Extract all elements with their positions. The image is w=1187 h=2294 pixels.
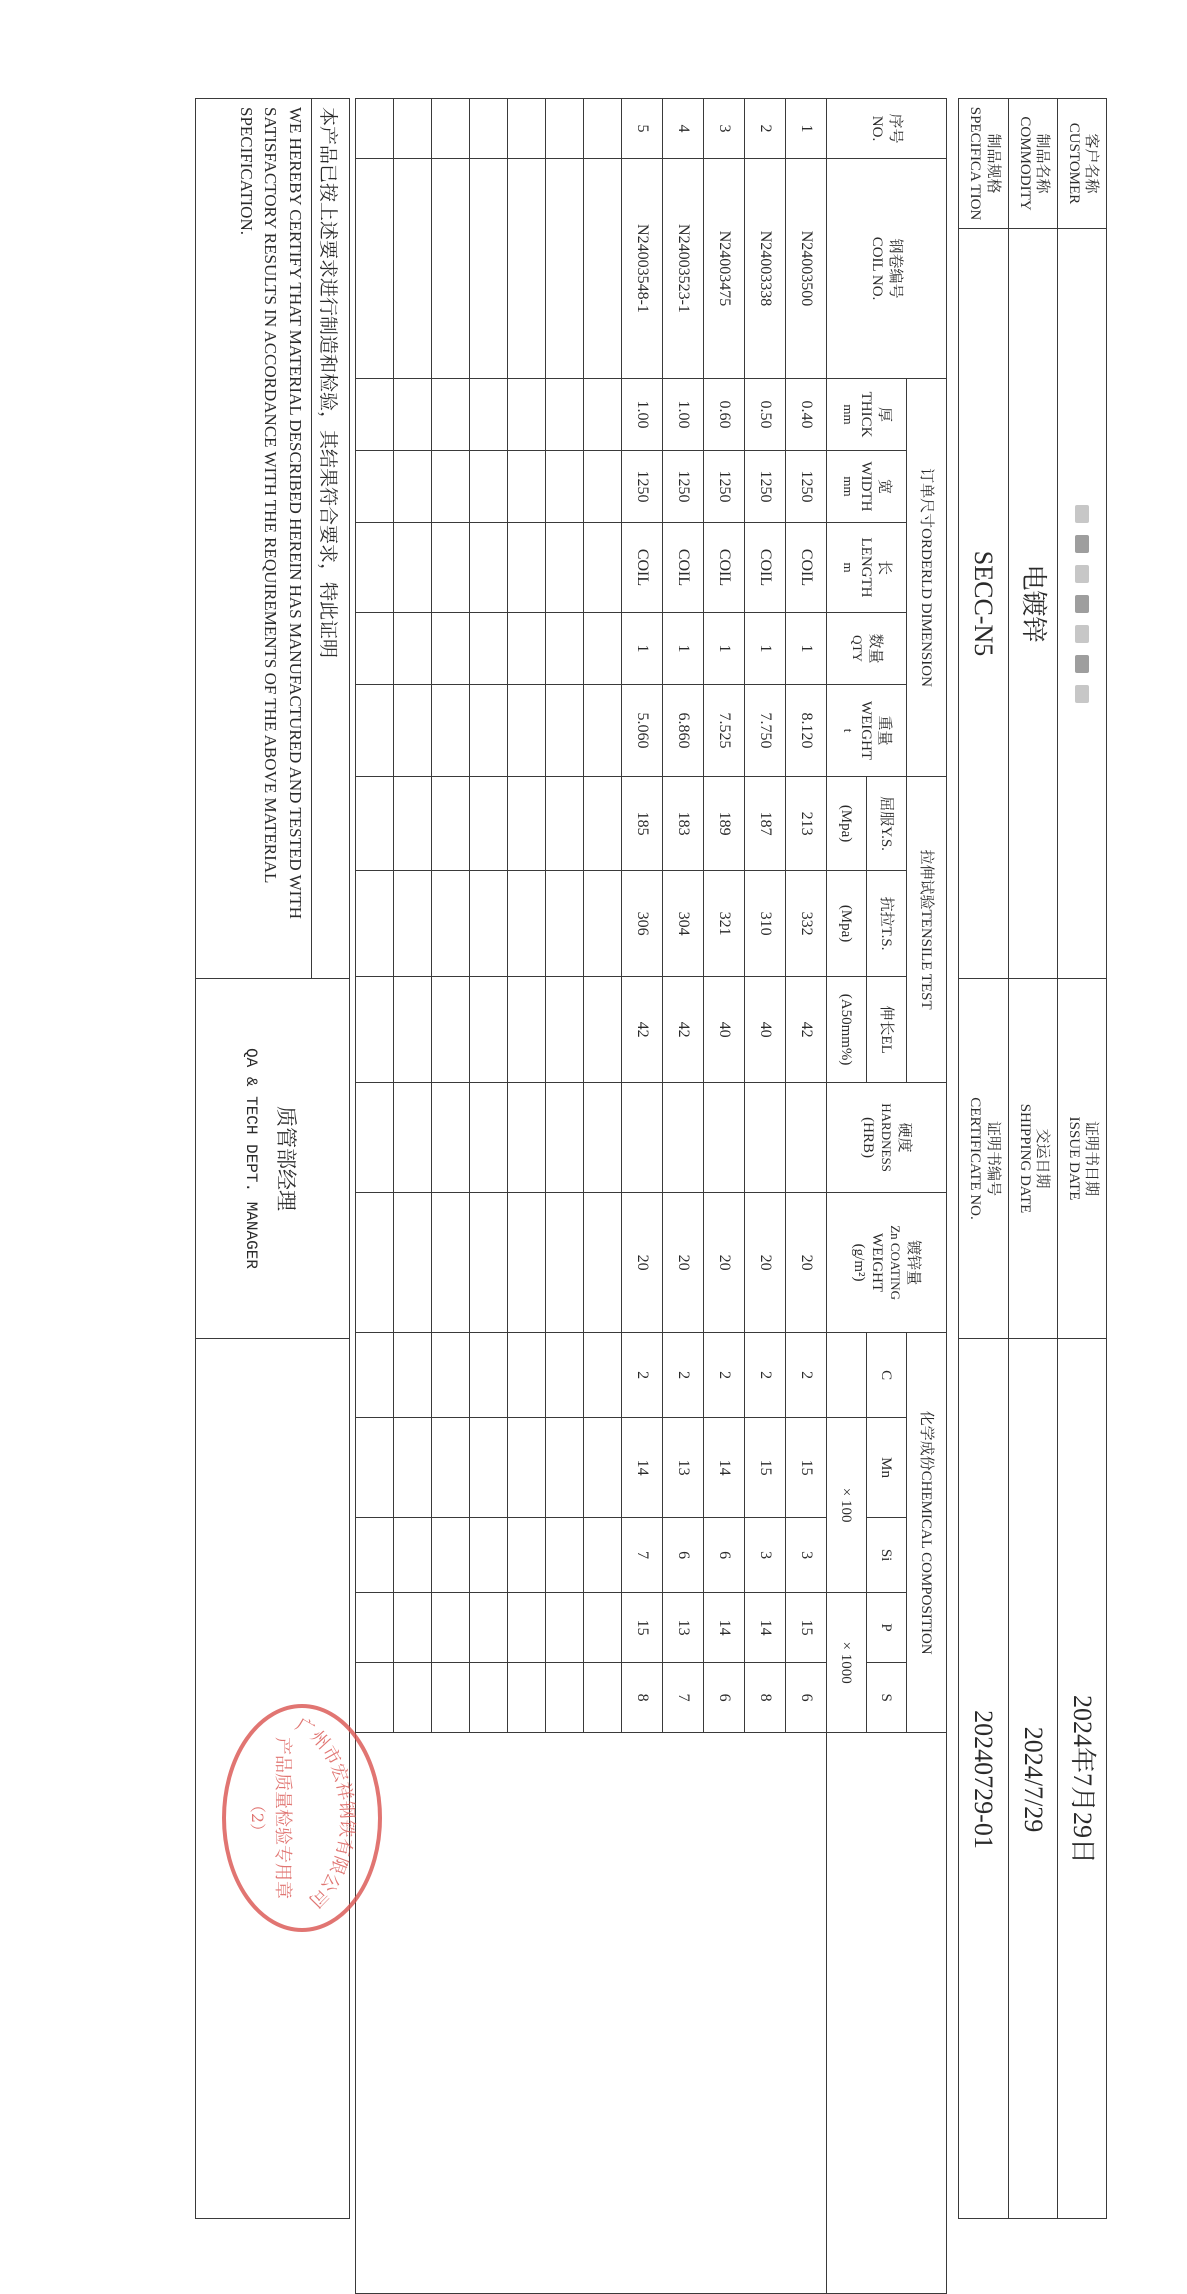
table-row [786,99,827,2294]
cell-empty [432,1193,470,1333]
table-body [356,99,827,2294]
table-row-empty [584,99,622,2294]
table-row-empty [546,99,584,2294]
certification-statement-en: WE HEREBY CERTIFY THAT MATERIAL DESCRIBED HEREIN HAS MANUFACTURED AND TESTED WITH SATISFACTORY RESULTS IN ACCORDANCE WITH THE REQUIREMENTS OF THE ABOVE MATERIAL SPECIFICATION. [236,107,305,919]
cell-empty [546,977,584,1083]
cell-si: 6 [704,1518,745,1593]
cell-empty [508,451,546,523]
svg-text:广州市宏祥钢铁有限公司: 广州市宏祥钢铁有限公司 [291,1714,358,1912]
cell-qty: 1 [786,613,827,685]
cell-empty [394,777,432,871]
cell-empty [546,99,584,159]
cell-qty: 1 [622,613,663,685]
cell-thick: 1.00 [622,379,663,451]
cell-width: 1250 [786,451,827,523]
cell-hard [786,1083,827,1193]
blank-area [827,1733,947,2294]
cell-ts: 321 [704,871,745,977]
c-header: C [867,1333,907,1418]
cell-empty [584,777,622,871]
cell-el: 40 [704,977,745,1083]
cell-empty [470,159,508,379]
cell-empty [508,1418,546,1518]
cell-empty [470,1593,508,1663]
manager-title-en: QA & TECH DEPT. MANAGER [242,1048,261,1269]
shipping-date-label: 交运日期 SHIPPING DATE [1009,979,1057,1339]
cell-width: 1250 [622,451,663,523]
header-row-customer [1057,99,1106,2218]
s-header: S [867,1663,907,1733]
cell-mn: 13 [663,1418,704,1518]
cell-empty [356,523,394,613]
cell-empty [432,777,470,871]
certificate-document [82,98,1107,2219]
mult-1000-label: × 1000 [827,1593,867,1733]
cell-coil: N24003475 [704,159,745,379]
cell-coil: N24003500 [786,159,827,379]
cell-empty [432,99,470,159]
cell-empty [546,451,584,523]
table-row-empty [394,99,432,2294]
cell-zn: 20 [786,1193,827,1333]
cell-no: 1 [786,99,827,159]
certificate-no-label: 证明书编号 CERTIFICATE NO. [959,979,1008,1339]
cell-empty [432,685,470,777]
cell-empty [546,1193,584,1333]
cell-no: 4 [663,99,704,159]
cell-empty [432,1418,470,1518]
cell-width: 1250 [745,451,786,523]
cell-length: COIL [663,523,704,613]
cell-thick: 0.40 [786,379,827,451]
cell-empty [356,777,394,871]
cell-no: 5 [622,99,663,159]
cell-mn: 15 [745,1418,786,1518]
cell-empty [546,159,584,379]
cell-qty: 1 [663,613,704,685]
certification-statement [196,99,349,979]
cell-empty [470,523,508,613]
si-header: Si [867,1518,907,1593]
cell-empty [432,1663,470,1733]
cell-empty [356,1518,394,1593]
cell-empty [508,777,546,871]
cell-empty [432,613,470,685]
p-header: P [867,1593,907,1663]
cell-s: 8 [622,1663,663,1733]
cell-empty [584,99,622,159]
table-row [745,99,786,2294]
cell-hard [622,1083,663,1193]
certification-statement-cn: 本产品已按上述要求进行制造和检验，其结果符合要求，特此证明 [311,99,343,978]
cell-p: 13 [663,1593,704,1663]
cell-si: 3 [786,1518,827,1593]
cell-no: 3 [704,99,745,159]
cell-empty [470,379,508,451]
cell-empty [356,613,394,685]
customer-label: 客户名称 CUSTOMER [1058,99,1106,229]
cell-length: COIL [704,523,745,613]
cell-empty [546,379,584,451]
cell-empty [394,1663,432,1733]
cell-empty [584,1418,622,1518]
cell-empty [508,1663,546,1733]
cell-empty [470,871,508,977]
cell-empty [546,1663,584,1733]
cell-empty [394,99,432,159]
svg-text:（2）: （2） [248,1796,267,1840]
cell-empty [546,1593,584,1663]
cell-empty [356,379,394,451]
cell-empty [356,451,394,523]
cell-weight: 8.120 [786,685,827,777]
cell-empty [394,1518,432,1593]
cell-empty [356,99,394,159]
shipping-date-value: 2024/7/29 [1018,1726,1048,1833]
manager-signature-block [196,979,349,1339]
cell-coil: N24003523-1 [663,159,704,379]
cell-empty [470,977,508,1083]
hardness-header: 硬度 HARDNESS (HRB) [827,1083,947,1193]
cell-empty [584,1593,622,1663]
cell-empty [432,871,470,977]
cell-el: 42 [786,977,827,1083]
cell-no: 2 [745,99,786,159]
table-row-empty [470,99,508,2294]
mn-header: Mn [867,1418,907,1518]
cell-empty [584,685,622,777]
cell-empty [546,613,584,685]
cell-empty [508,1518,546,1593]
cell-empty [394,613,432,685]
cell-empty [394,523,432,613]
cell-empty [394,451,432,523]
cell-empty [508,1193,546,1333]
cell-empty [508,523,546,613]
cell-zn: 20 [663,1193,704,1333]
cell-weight: 7.525 [704,685,745,777]
cell-empty [508,685,546,777]
cell-ys: 183 [663,777,704,871]
cell-empty [546,523,584,613]
cell-c: 2 [704,1333,745,1418]
cell-empty [508,871,546,977]
cell-empty [432,977,470,1083]
cell-thick: 0.50 [745,379,786,451]
cell-s: 7 [663,1663,704,1733]
cell-p: 15 [786,1593,827,1663]
cell-weight: 7.750 [745,685,786,777]
cell-width: 1250 [704,451,745,523]
cell-weight: 5.060 [622,685,663,777]
cell-empty [356,1193,394,1333]
weight-header: 重量 WEIGHT t [827,685,907,777]
cell-c: 2 [663,1333,704,1418]
cell-empty [508,1083,546,1193]
cell-empty [546,1418,584,1518]
ys-header: 屈服Y.S. [867,777,907,871]
length-header: 长 LENGTH m [827,523,907,613]
cell-empty [584,1518,622,1593]
spec-value: SECC-N5 [959,229,1008,979]
cell-empty [394,379,432,451]
thick-header: 厚 THICK mm [827,379,907,451]
cell-thick: 1.00 [663,379,704,451]
table-row [704,99,745,2294]
cell-ys: 185 [622,777,663,871]
cell-empty [394,1083,432,1193]
cell-ys: 213 [786,777,827,871]
cell-empty [508,1593,546,1663]
ys-unit: (Mpa) [827,777,867,871]
cell-empty [394,977,432,1083]
cell-empty [584,613,622,685]
cell-si: 3 [745,1518,786,1593]
cell-qty: 1 [704,613,745,685]
cell-hard [663,1083,704,1193]
cell-empty [432,159,470,379]
chemical-group-header: 化学成份CHEMICAL COMPOSITION [907,1333,947,1733]
cell-empty [508,1333,546,1418]
cell-empty [584,1193,622,1333]
cell-length: COIL [622,523,663,613]
zn-coating-header: 镀锌量 Zn COATING WEIGHT (g/m²) [827,1193,947,1333]
dimension-group-header: 订单尺寸ORDERLD DIMENSION [907,379,947,777]
cell-empty [584,1333,622,1418]
cell-empty [470,777,508,871]
header-row-commodity [1008,99,1057,2218]
cell-empty [508,977,546,1083]
ts-unit: (Mpa) [827,871,867,977]
cell-si: 7 [622,1518,663,1593]
cell-s: 6 [786,1663,827,1733]
cell-empty [584,871,622,977]
cell-ts: 310 [745,871,786,977]
cell-si: 6 [663,1518,704,1593]
cell-empty [470,1333,508,1418]
commodity-value: 电镀锌 [1009,229,1057,979]
cell-empty [470,1663,508,1733]
cell-weight: 6.860 [663,685,704,777]
table-row [663,99,704,2294]
cell-empty [470,613,508,685]
cell-ys: 187 [745,777,786,871]
cell-thick: 0.60 [704,379,745,451]
cell-ts: 306 [622,871,663,977]
cell-empty [584,159,622,379]
cell-coil: N24003548-1 [622,159,663,379]
cell-ts: 332 [786,871,827,977]
tensile-group-header: 拉伸试验TENSILE TEST [907,777,947,1083]
width-header: 宽 WIDTH mm [827,451,907,523]
cell-el: 42 [663,977,704,1083]
cell-empty [432,1593,470,1663]
qty-header: 数量 QTY [827,613,907,685]
cell-empty [546,871,584,977]
el-header: 伸长EL [867,977,907,1083]
cell-coil: N24003338 [745,159,786,379]
cell-el: 42 [622,977,663,1083]
header-row-spec [959,99,1008,2218]
cell-width: 1250 [663,451,704,523]
cell-empty [432,1333,470,1418]
cell-empty [546,1333,584,1418]
ts-header: 抗拉T.S. [867,871,907,977]
cell-hard [745,1083,786,1193]
cell-empty [470,1193,508,1333]
c-unit [827,1333,867,1418]
cell-empty [508,99,546,159]
company-seal-stamp [217,1698,387,1938]
customer-value [1058,229,1106,979]
cell-c: 2 [745,1333,786,1418]
manager-title-cn: 质管部经理 [274,1106,299,1211]
cell-empty [584,451,622,523]
cell-mn: 15 [786,1418,827,1518]
cell-empty [356,871,394,977]
cell-length: COIL [745,523,786,613]
cell-empty [356,685,394,777]
cell-empty [356,1083,394,1193]
cell-ys: 189 [704,777,745,871]
cell-ts: 304 [663,871,704,977]
cell-zn: 20 [745,1193,786,1333]
cell-empty [584,379,622,451]
cell-s: 6 [704,1663,745,1733]
cell-empty [432,379,470,451]
cell-c: 2 [622,1333,663,1418]
cell-length: COIL [786,523,827,613]
cell-empty [394,685,432,777]
cell-mn: 14 [622,1418,663,1518]
cell-empty [432,1518,470,1593]
table-row-empty [356,99,394,2294]
cell-empty [394,1193,432,1333]
cell-empty [394,871,432,977]
cell-mn: 14 [704,1418,745,1518]
cell-empty [432,451,470,523]
cell-p: 14 [704,1593,745,1663]
cell-zn: 20 [622,1193,663,1333]
cell-empty [394,159,432,379]
table-row-empty [432,99,470,2294]
header-section [958,98,1107,2219]
mult-100-label: × 100 [827,1418,867,1593]
table-row [622,99,663,2294]
cell-empty [394,1333,432,1418]
issue-date-value: 2024年7月29日 [1067,1694,1097,1864]
redacted-customer-name [1075,499,1089,709]
cell-empty [356,977,394,1083]
cell-zn: 20 [704,1193,745,1333]
cell-s: 8 [745,1663,786,1733]
cell-empty [546,777,584,871]
cell-empty [470,451,508,523]
cell-empty [394,1593,432,1663]
cell-empty [470,1518,508,1593]
cell-empty [546,1083,584,1193]
el-unit: (A50mm%) [827,977,867,1083]
cell-empty [584,1663,622,1733]
cell-empty [546,685,584,777]
cell-qty: 1 [745,613,786,685]
cell-empty [508,613,546,685]
cell-empty [508,379,546,451]
no-header: 序号 NO. [827,99,947,159]
certificate-no-value: 20240729-01 [969,1710,999,1849]
cell-empty [432,523,470,613]
cell-empty [470,1083,508,1193]
cell-empty [546,1518,584,1593]
cell-empty [356,1418,394,1518]
cell-empty [470,99,508,159]
cell-empty [584,977,622,1083]
test-results-table [355,98,947,2294]
spec-label: 制品规格 SPECIFICA TION [959,99,1008,229]
cell-p: 15 [622,1593,663,1663]
cell-empty [584,1083,622,1193]
svg-text:产品质量检验专用章: 产品质量检验专用章 [272,1737,293,1899]
cell-empty [394,1418,432,1518]
cell-empty [584,523,622,613]
cell-p: 14 [745,1593,786,1663]
table-row-empty [508,99,546,2294]
cell-c: 2 [786,1333,827,1418]
commodity-label: 制品名称 COMMODITY [1009,99,1057,229]
cell-empty [356,1333,394,1418]
cell-empty [356,159,394,379]
cell-hard [704,1083,745,1193]
coil-no-header: 钢卷编号 COIL NO. [827,159,947,379]
cell-el: 40 [745,977,786,1083]
cell-empty [470,685,508,777]
cell-empty [508,159,546,379]
cell-empty [356,1593,394,1663]
table-group-header-row [907,99,947,2294]
cell-empty [470,1418,508,1518]
issue-date-label: 证明书日期 ISSUE DATE [1058,979,1106,1339]
cell-empty [432,1083,470,1193]
